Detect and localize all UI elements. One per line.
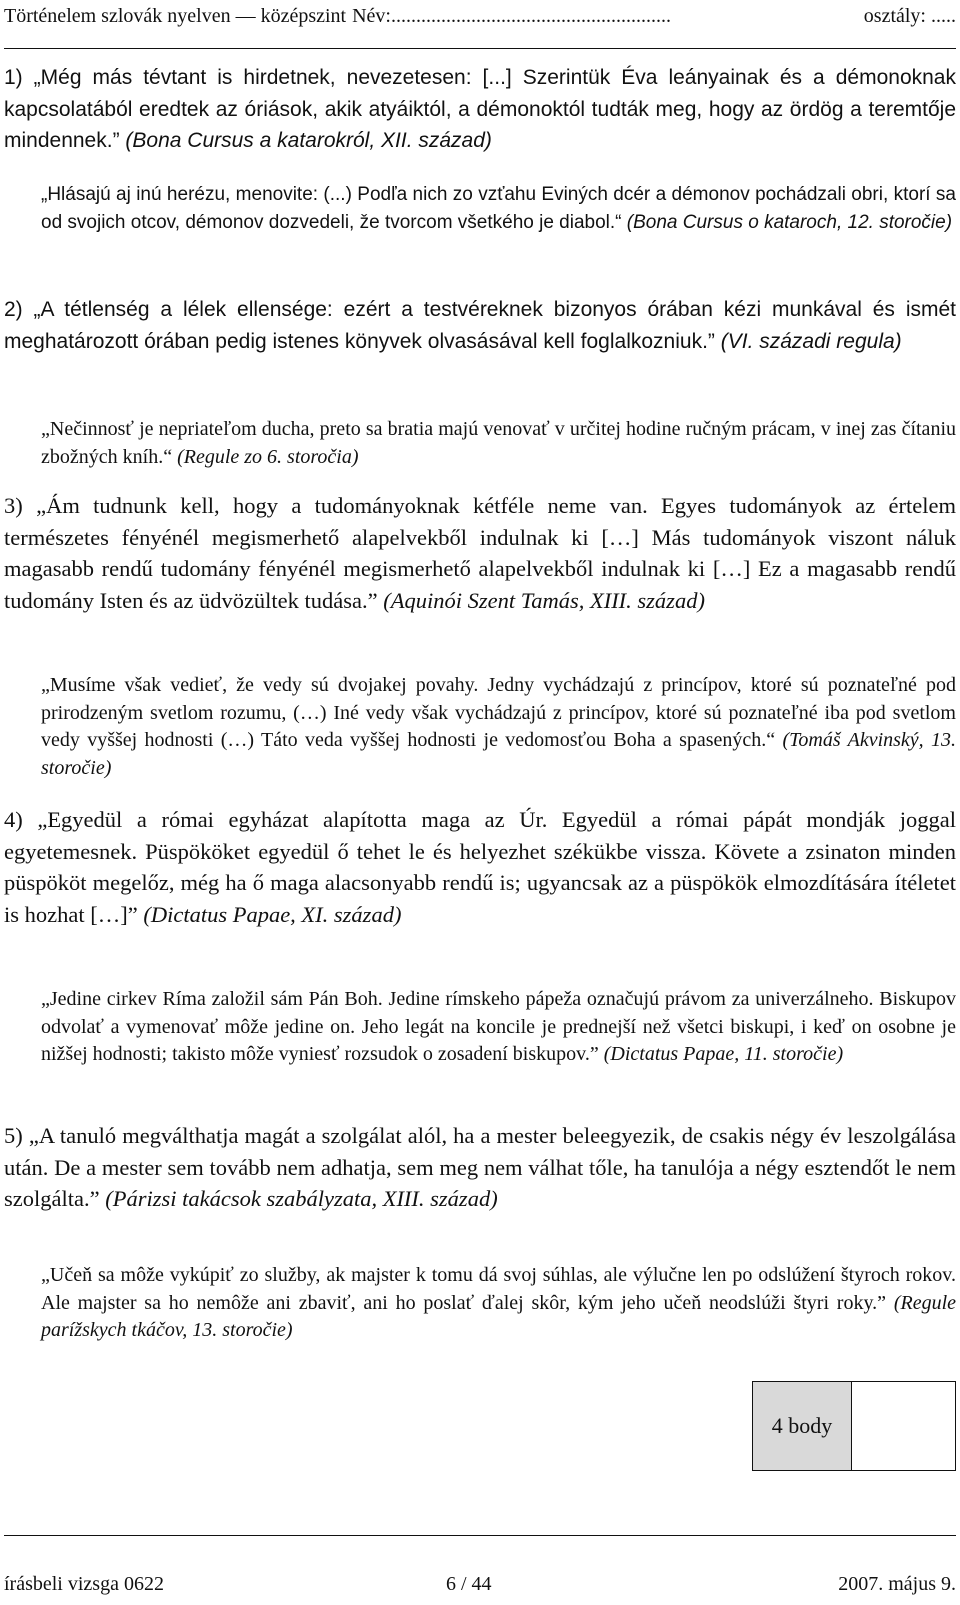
header-name-text: Név:........................................................ [352,5,671,27]
item-2-hu-text: 2) „A tétlenség a lélek ellensége: ezért a testvéreknek bizonyos órában kézi munkával és ismét meghatározott órában pedig istenes könyvek olvasásával kell foglalkozniuk.” [4,298,956,353]
header-subject: Történelem szlovák nyelven — középszint [4,5,347,27]
item-5-hu-text: 5) „A tanuló megválthatja magát a szolgálat alól, ha a mester beleegyezik, de csakis négy év leszolgálása után. De a mester sem tovább nem adhatja, sem meg nem válhat tőle, ha tanulója a négy esztendőt le nem szolgálta.” [4,1123,956,1212]
item-2-sk-source: (Regule zo 6. storočia) [177,445,359,468]
item-1-hungarian [4,62,956,157]
item-3-slovak [41,672,956,782]
header-name-field [352,4,864,28]
item-2-slovak [41,416,956,471]
item-2-hungarian [4,294,956,357]
item-3-hungarian [4,490,956,616]
item-1-sk-text: „Hlásajú aj inú herézu, menovite: (...) Podľa nich zo vzťahu Eviných dcér a démonov pochádzali obri, ktorí sa od svojich otcov, démonov dozvedeli, že tvorcom všetkého je diabol.“ [41,184,956,233]
item-4-hu-source: (Dictatus Papae, XI. század) [143,901,402,927]
page-footer [4,1572,956,1600]
item-1-hu-source: (Bona Cursus a katarokról, XII. század) [125,129,492,153]
header-rule [4,48,956,49]
item-5-slovak [41,1262,956,1345]
item-3-sk-text: „Musíme však vedieť, že vedy sú dvojakej povahy. Jedny vychádzajú z princípov, ktoré sú poznateľné pod prirodzeným svetlom rozumu, (…) Iné vedy však vychádzajú z princípov, ktoré sú poznateľné iba pod svetlom vedy vyššej hodnosti (…) Táto veda vyššej hodnosti je vedomosťou Boha a spasených.“ [41,674,956,751]
item-5-hungarian [4,1120,956,1215]
item-4-slovak [41,986,956,1069]
item-1-hu-text: 1) „Még más tévtant is hirdetnek, nevezetesen: [...] Szerintük Éva leányainak és a démonoknak kapcsolatából eredtek az óriások, akik atyáiktól, a démonoktól tudták meg, hogy az ördög a teremtője mindennek.” [4,66,956,153]
item-3-hu-text: 3) „Ám tudnunk kell, hogy a tudományoknak kétféle neme van. Egyes tudományok az értelem természetes fényénél megismerhető alapelvekből indulnak ki […] Más tudományok viszont náluk magasabb rendű tudomány fényénél megismerhető alapelvekből indulnak ki […] Ez a magasabb rendű tudomány Isten és az üdvözültek tudása.” [4,493,956,613]
footer-exam-code: írásbeli vizsga 0622 [4,1573,164,1595]
item-3-sk-source: (Tomáš Akvinský, 13. storočie) [41,729,956,779]
footer-date: 2007. május 9. [838,1573,956,1595]
item-1-slovak [41,181,956,236]
item-5-sk-source: (Regule parížskych tkáčov, 13. storočie) [41,1291,956,1341]
score-points-label: 4 body [771,1413,833,1438]
footer-rule [4,1535,956,1536]
item-4-sk-text: „Jedine cirkev Ríma založil sám Pán Boh. Jedine rímskeho pápeža označujú právom za univerzálneho. Biskupov odvolať a vymenovať môže jedine on. Jeho legát na koncile je prednejší než všetci biskupi, i keď on osobne je nižšej hodnosti; takisto môže vyniesť rozsudok o zosadení biskupov.” [41,988,956,1065]
item-4-hungarian [4,804,956,930]
item-4-sk-source: (Dictatus Papae, 11. storočie) [603,1043,844,1065]
header-class-field: osztály: ..... [863,5,956,27]
score-box [752,1381,956,1471]
item-3-hu-source: (Aquinói Szent Tamás, XIII. század) [383,587,705,613]
item-1-sk-source: (Bona Cursus o kataroch, 12. storočie) [626,211,953,233]
footer-page-number: 6 / 44 [446,1573,492,1595]
item-2-hu-source: (VI. századi regula) [720,329,902,353]
item-4-hu-text: 4) „Egyedül a római egyházat alapította maga az Úr. Egyedül a római pápát mondják joggal egyetemesnek. Püspököket egyedül ő tehet le és helyezhet székükbe vissza. Követe a zsinaton minden püspököt megelőz, még ha ő maga alacsonyabb rendű is; ugyancsak az a püspökök elmozdítására ítéletet is hozhat […]” [4,807,956,927]
page-header [4,4,956,44]
item-5-hu-source: (Párizsi takácsok szabályzata, XIII. század) [105,1186,498,1212]
score-entry-cell[interactable] [852,1382,952,1470]
score-points-cell [753,1382,852,1470]
item-2-sk-text: „Nečinnosť je nepriateľom ducha, preto sa bratia majú venovať v určitej hodine ručným prácam, v inej zas čítaniu zbožných kníh.“ [41,418,956,468]
item-5-sk-text: „Učeň sa môže vykúpiť zo služby, ak majster k tomu dá svoj súhlas, ale výlučne len po odslúžení štyroch rokov. Ale majster sa ho nemôže ani zbaviť, ani ho poslať ďalej skôr, kým jeho učeň neodslúži štyri roky.” [41,1264,956,1314]
